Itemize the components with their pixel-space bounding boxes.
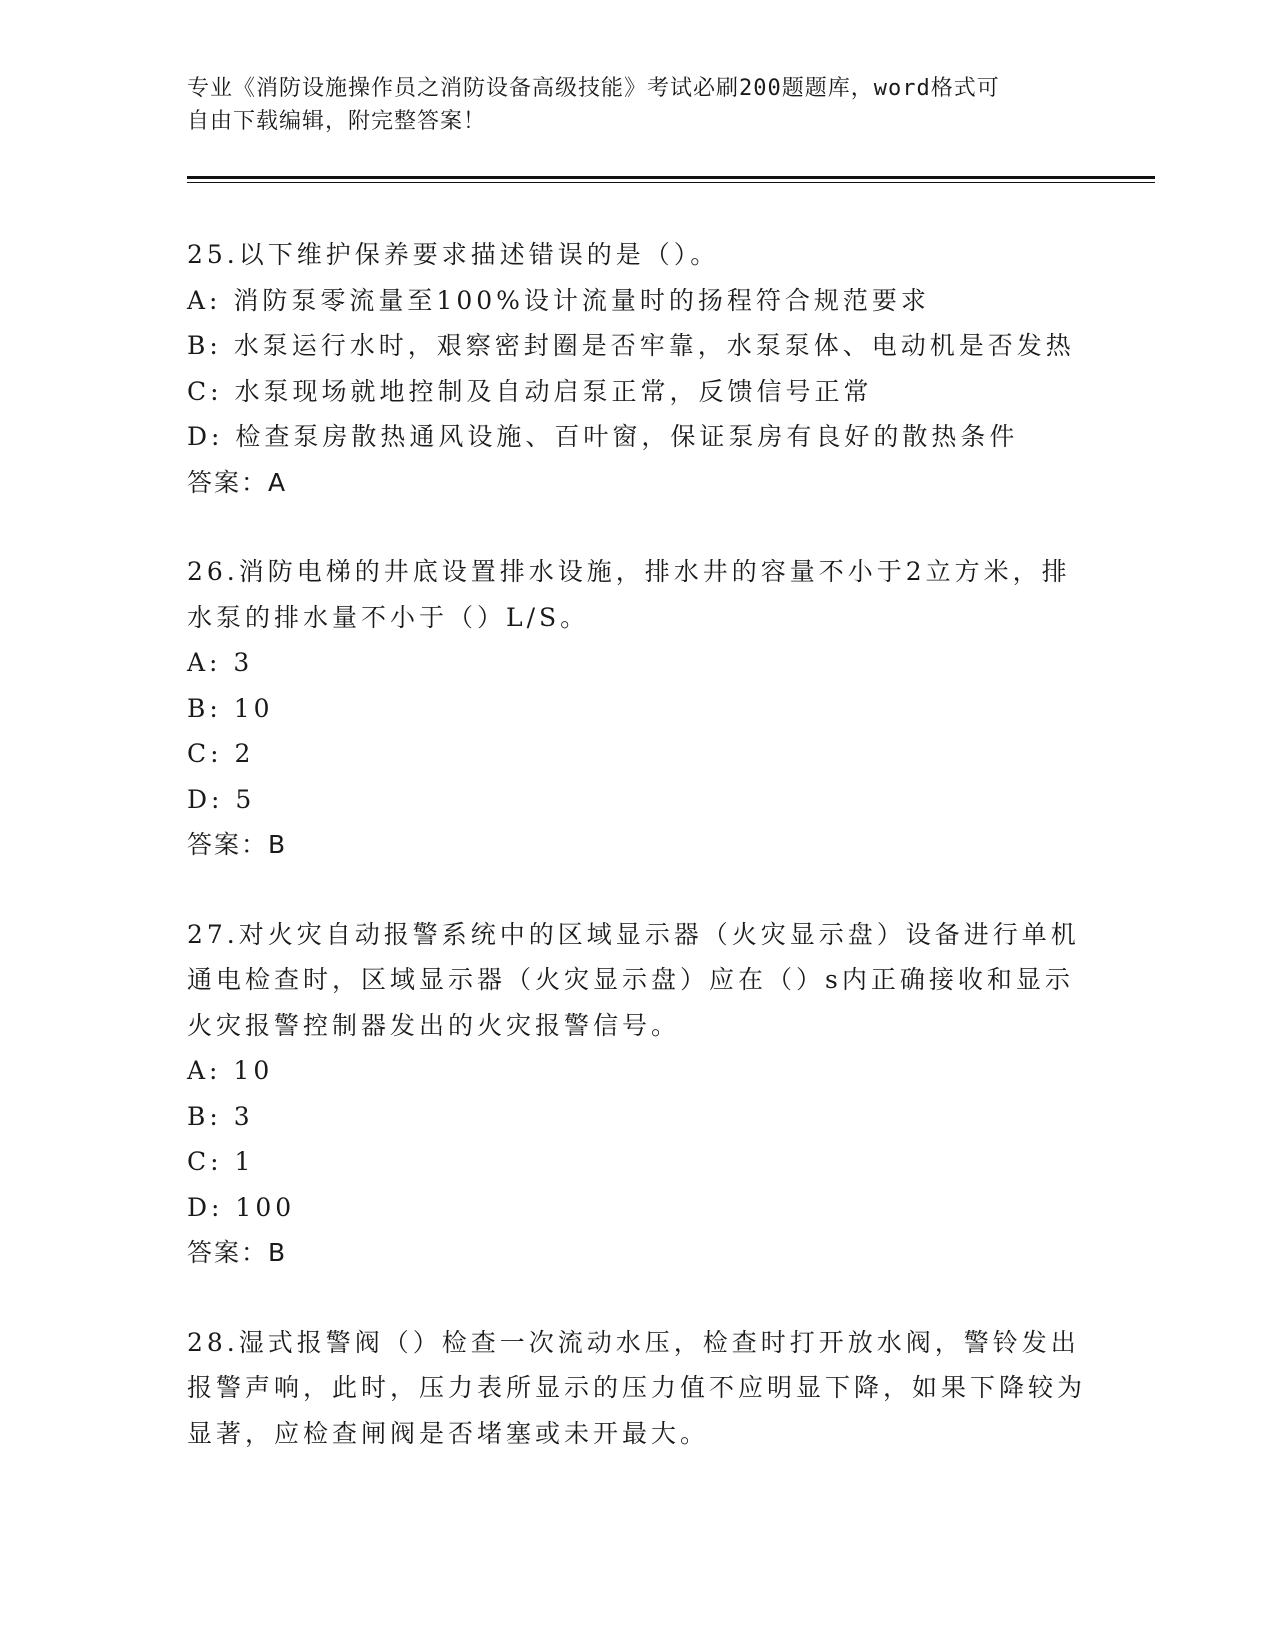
header-line-2: 自由下载编辑，附完整答案！: [187, 109, 487, 134]
header-divider-thick: [187, 176, 1155, 179]
question-list: [187, 232, 1087, 1456]
option-b: B: 3: [187, 1101, 254, 1131]
header-line-1: 专业《消防设施操作员之消防设备高级技能》考试必刷200题题库，word格式可: [187, 76, 1000, 101]
spacer: [187, 505, 1087, 549]
question-28: [187, 1320, 1087, 1457]
answer-label: 答案：B: [187, 830, 288, 859]
option-d: D: 100: [187, 1192, 296, 1222]
option-b: B: 水泵运行水时，艰察密封圈是否牢靠，水泵泵体、电动机是否发热: [187, 331, 1075, 360]
answer-label: 答案：B: [187, 1238, 288, 1267]
question-stem: 25.以下维护保养要求描述错误的是（）。: [187, 240, 720, 269]
question-stem: 28.湿式报警阀（）检查一次流动水压，检查时打开放水阀，警铃发出报警声响，此时，压力表所显示的压力值不应明显下降，如果下降较为显著，应检查闸阀是否堵塞或未开最大。: [187, 1327, 1087, 1448]
question-stem: 27.对火灾自动报警系统中的区域显示器（火灾显示盘）设备进行单机通电检查时，区域显示器（火灾显示盘）应在（）s内正确接收和显示火灾报警控制器发出的火灾报警信号。: [187, 919, 1080, 1040]
spacer: [187, 868, 1087, 912]
document-header: [187, 72, 1087, 138]
option-c: C: 水泵现场就地控制及自动启泵正常，反馈信号正常: [187, 376, 873, 406]
option-a: A: 10: [187, 1056, 274, 1085]
answer-label: 答案：A: [187, 467, 288, 497]
spacer: [187, 1276, 1087, 1320]
option-d: D: 检查泵房散热通风设施、百叶窗，保证泵房有良好的散热条件: [187, 422, 1019, 451]
option-c: C: 1: [187, 1147, 255, 1176]
option-d: D: 5: [187, 784, 256, 814]
question-25: [187, 232, 1087, 505]
question-27: [187, 912, 1087, 1276]
option-c: C: 2: [187, 739, 255, 768]
option-a: A: 3: [187, 648, 254, 677]
header-divider-thin: [187, 182, 1155, 183]
option-a: A: 消防泵零流量至100%设计流量时的扬程符合规范要求: [187, 285, 930, 315]
question-26: [187, 549, 1087, 868]
question-stem: 26.消防电梯的井底设置排水设施，排水井的容量不小于2立方米，排水泵的排水量不小于（）L/S。: [187, 557, 1071, 632]
option-b: B: 10: [187, 693, 274, 723]
